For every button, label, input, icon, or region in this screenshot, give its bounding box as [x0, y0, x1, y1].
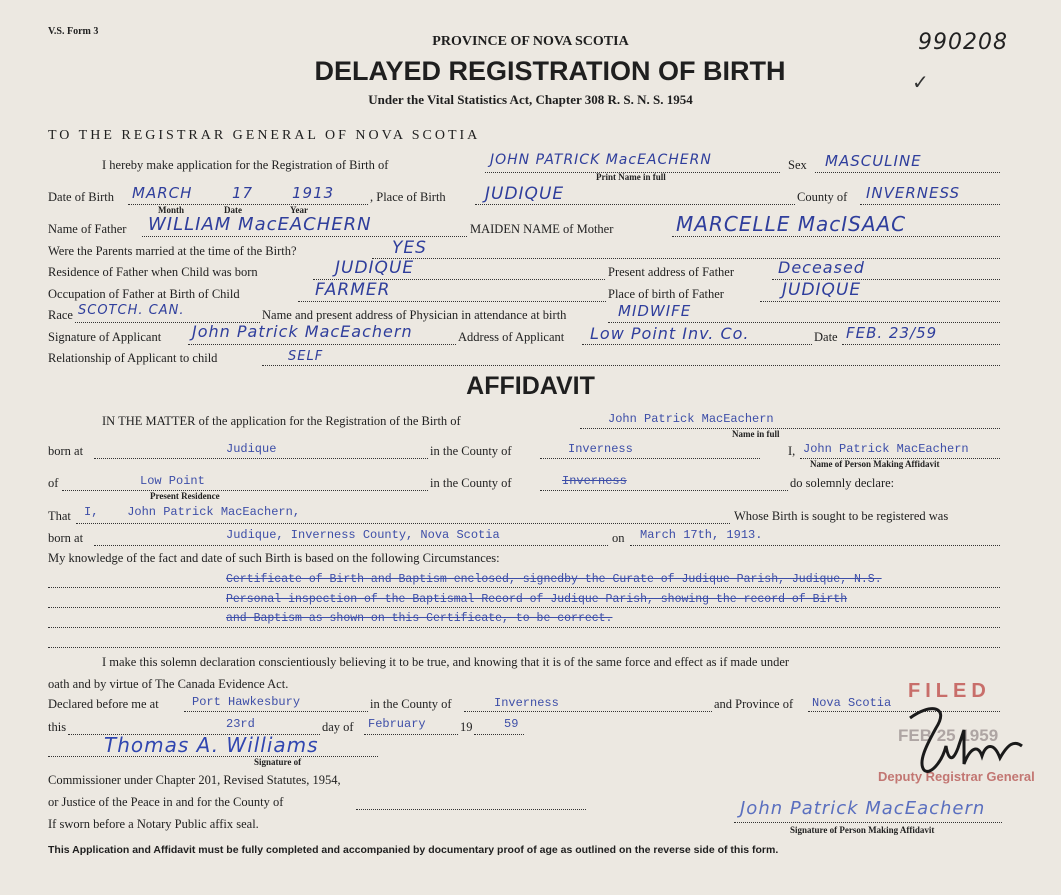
born-at-label: born at [48, 444, 84, 458]
province-label: and Province of [714, 697, 794, 711]
month-note: Month [158, 205, 185, 215]
on-label: on [612, 531, 625, 545]
county-label: County of [797, 190, 848, 204]
father-residence: JUDIQUE [335, 258, 415, 278]
year-note: Year [290, 205, 308, 215]
married-value: YES [392, 238, 427, 258]
father-present-label: Present address of Father [608, 265, 735, 279]
born-at2-value: Judique, Inverness County, Nova Scotia [226, 528, 500, 542]
applicant-signature: John Patrick MacEachern [192, 322, 413, 341]
commissioner-signature: Thomas A. Williams [104, 733, 319, 757]
dob-label: Date of Birth [48, 190, 114, 204]
race-label: Race [48, 308, 73, 322]
relationship-value: SELF [288, 349, 324, 364]
dob-date: 17 [232, 184, 254, 202]
father-name: WILLIAM MacEACHERN [148, 214, 372, 235]
file-number: 990208 [918, 30, 1008, 55]
date-value: FEB. 23/59 [846, 324, 938, 342]
date-label: Date [814, 330, 838, 344]
knowledge-label: My knowledge of the fact and date of such Birth is based on the following Circumstances: [48, 551, 500, 565]
declare-label: do solemnly declare: [790, 476, 895, 490]
check-mark: ✓ [912, 72, 929, 94]
notary-note: If sworn before a Notary Public affix seal. [48, 817, 259, 831]
dob-year: 1913 [292, 184, 335, 202]
father-birthplace-label: Place of birth of Father [608, 287, 724, 301]
mother-name: MARCELLE MacISAAC [676, 212, 907, 236]
place-of-birth: JUDIQUE [485, 184, 565, 204]
circumstance-2: Personal inspection of the Baptismal Record of Judique Parish, showing the record of Birth [226, 593, 848, 606]
province-value: Nova Scotia [812, 696, 892, 710]
intro-label: I hereby make application for the Registration of Birth of [102, 158, 389, 172]
day-of-label: day of [322, 720, 354, 734]
registrar-title: Deputy Registrar General [878, 769, 1035, 784]
page-title: DELAYED REGISTRATION OF BIRTH [314, 56, 786, 86]
father-present: Deceased [778, 258, 865, 277]
on-date: March 17th, 1913. [640, 528, 763, 542]
county-typed-2: Inverness [562, 474, 627, 488]
born-at-value: Judique [226, 442, 277, 456]
matter-label: IN THE MATTER of the application for the Registration of the Birth of [102, 414, 461, 428]
affidavit-heading: AFFIDAVIT [466, 372, 595, 400]
addressee: TO THE REGISTRAR GENERAL OF NOVA SCOTIA [48, 128, 481, 143]
father-residence-label: Residence of Father when Child was born [48, 265, 258, 279]
affiant-note: Name of Person Making Affidavit [810, 459, 940, 469]
physician-value: MIDWIFE [618, 302, 692, 320]
county-value: INVERNESS [866, 184, 961, 202]
form-number: V.S. Form 3 [48, 26, 99, 37]
solemn-line-1: I make this solemn declaration conscientiously believing it to be true, and knowing that it is of the same force and effect as if made under [102, 655, 790, 669]
of-label: of [48, 476, 59, 490]
address-label: Address of Applicant [458, 330, 565, 344]
address-value: Low Point Inv. Co. [590, 324, 750, 343]
matter-name: John Patrick MacEachern [608, 412, 774, 426]
stamp-date: FEB 25 1959 [898, 726, 999, 745]
residence-value: Low Point [140, 474, 205, 488]
declared-label: Declared before me at [48, 697, 159, 711]
declared-at: Port Hawkesbury [192, 695, 301, 709]
commissioner-line-1: Commissioner under Chapter 201, Revised Statutes, 1954, [48, 773, 341, 787]
page-subtitle: Under the Vital Statistics Act, Chapter 308 R. S. N. S. 1954 [368, 92, 693, 107]
commissioner-line-2: or Justice of the Peace in and for the County of [48, 795, 284, 809]
sex-label: Sex [788, 158, 807, 172]
declared-county-label: in the County of [370, 697, 452, 711]
declared-county: Inverness [494, 696, 559, 710]
day-value: 23rd [226, 717, 255, 731]
county-typed: Inverness [568, 442, 633, 456]
born-at2-label: born at [48, 531, 84, 545]
solemn-line-2: oath and by virtue of The Canada Evidence Act. [48, 677, 289, 691]
that-label: That [48, 509, 71, 523]
province-heading: PROVINCE OF NOVA SCOTIA [432, 34, 629, 49]
affiant-signature: John Patrick MacEachern [740, 798, 986, 819]
father-label: Name of Father [48, 222, 127, 236]
i-label: I, [788, 444, 796, 458]
this-label: this [48, 720, 67, 734]
full-name: JOHN PATRICK MacEACHERN [490, 152, 712, 168]
year-prefix: 19 [460, 720, 473, 734]
in-county-label-2: in the County of [430, 476, 512, 490]
print-name-note: Print Name in full [596, 172, 666, 182]
circumstance-1: Certificate of Birth and Baptism enclosed, signedby the Curate of Judique Parish, Judique, N.S. [226, 573, 882, 586]
father-birthplace: JUDIQUE [782, 280, 862, 300]
occupation: FARMER [315, 280, 391, 300]
in-county-label: in the County of [430, 444, 512, 458]
relationship-label: Relationship of Applicant to child [48, 351, 218, 365]
occupation-label: Occupation of Father at Birth of Child [48, 287, 240, 301]
name-in-full-note: Name in full [732, 429, 780, 439]
affiant-name: John Patrick MacEachern [803, 442, 969, 456]
registrar-signature [890, 698, 1030, 780]
affiant-signature-note: Signature of Person Making Affidavit [790, 825, 935, 835]
place-of-birth-label: , Place of Birth [370, 190, 446, 204]
dob-month: MARCH [132, 184, 193, 202]
date-note: Date [224, 205, 242, 215]
residence-note: Present Residence [150, 491, 220, 501]
married-label: Were the Parents married at the time of the Birth? [48, 244, 297, 258]
whose-label: Whose Birth is sought to be registered was [734, 509, 949, 523]
signature-label: Signature of Applicant [48, 330, 162, 344]
month-value: February [368, 717, 426, 731]
signature-of-note: Signature of [254, 757, 302, 767]
year-suffix: 59 [504, 717, 519, 731]
filed-stamp: FILED [908, 680, 991, 702]
physician-label: Name and present address of Physician in attendance at birth [262, 308, 567, 322]
race-value: SCOTCH. CAN. [78, 303, 185, 318]
mother-label: MAIDEN NAME of Mother [470, 222, 614, 236]
sex-value: MASCULINE [825, 152, 922, 170]
that-value: I, John Patrick MacEachern, [84, 505, 301, 519]
circumstance-3: and Baptism as shown on this Certificate, to be correct. [226, 612, 613, 625]
footer-note: This Application and Affidavit must be fully completed and accompanied by documentary proof of age as outlined on the reverse side of this form. [48, 844, 779, 856]
